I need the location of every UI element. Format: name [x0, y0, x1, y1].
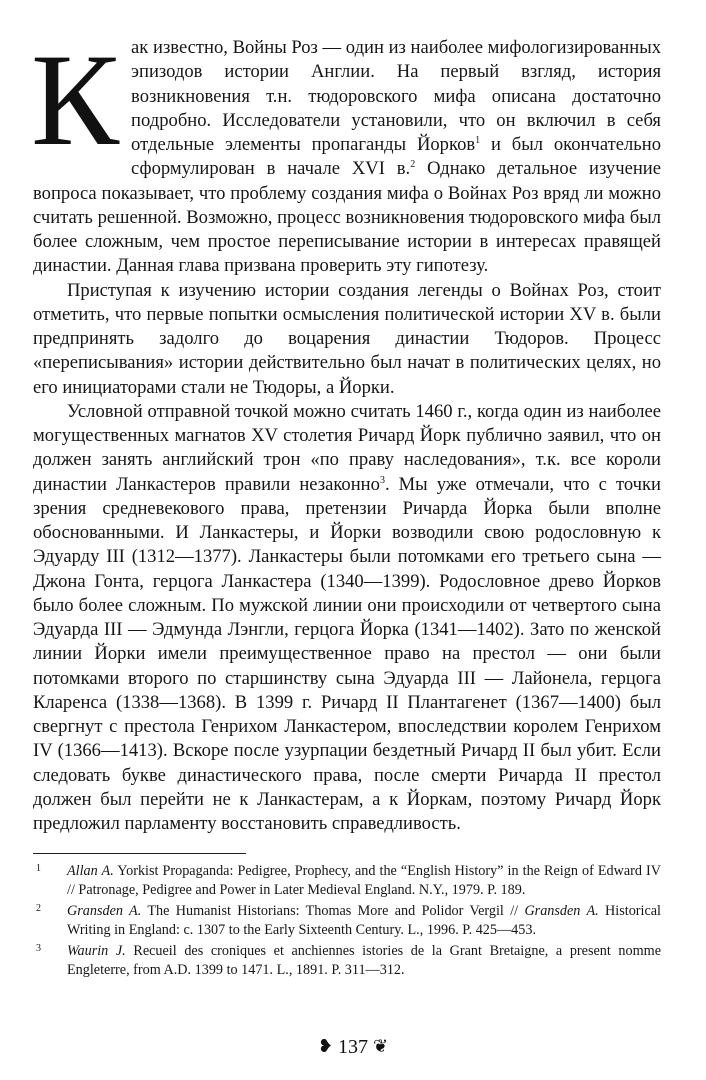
paragraph-1-text: ак известно, Войны Роз — один из наиболее мифологизированных эпизодов истории Англии. На первый взгляд, история возникновения т.н. тюдоровского мифа описана достаточно подробно. Исследователи установили, что он включил в себя отдельные элементы пропаганды Йорков: [131, 37, 661, 155]
footnote-number: 3: [36, 943, 41, 955]
left-ornament-icon: ❥: [317, 1036, 333, 1056]
paragraph-1: [31, 26, 661, 279]
footnote-text: Yorkist Propaganda: Pedigree, Prophecy, and the “English History” in the Reign of Edward IV // Patronage, Pedigree and Power in Later Medieval England. N.Y., 1979. P. 189.: [67, 863, 661, 898]
page-footer: [0, 1036, 706, 1059]
paragraph-3: [33, 400, 661, 837]
paragraph-1-text-end: Однако детальное изучение вопроса показывает, что проблему создания мифа о Войнах Роз вряд ли можно считать решенной. Возможно, процесс возникновения тюдоровского мифа был более сложным, чем простое переписывание истории в интересах правящей династии. Данная глава призвана проверить эту гипотезу.: [33, 158, 661, 277]
paragraph-3-text-end: . Мы уже отмечали, что с точки зрения средневекового права, претензии Ричарда Йорка были вполне обоснованными. И Ланкастеры, и Йорки возводили свою родословную к Эдуарду III (1312—1377). Ланкастеры были потомками его третьего сына — Джона Гонта, герцога Ланкастера (1340—1399). Родословное древо Йорков было более сложным. По мужской линии они происходили от четвертого сына Эдуарда III — Эдмунда Лэнгли, герцога Йорка (1341—1402). Зато по женской линии Йорки имели преимущественное право на престол — они были потомками второго по старшинству сына Эдуарда III — Лайонела, герцога Кларенса (1338—1368). В 1399 г. Ричард II Плантагенет (1367—1400) был свергнут с престола Генрихом Ланкастером, впоследствии королем Генрихом IV (1366—1413). Вскоре после узурпации бездетный Ричард II был убит. Если следовать букве династического права, после смерти Ричарда II престол должен был перейти не к Ланкастерам, а к Йоркам, поэтому Ричард Йорк предложил парламенту восстановить справедливость.: [33, 473, 661, 834]
main-text: [31, 26, 661, 836]
footnote-number: 1: [36, 863, 41, 874]
paragraph-2: Приступая к изучению истории создания легенды о Войнах Роз, стоит отметить, что первые попытки осмысления политической истории XV в. были предпринять задолго до воцарения династии Тюдоров. Процесс «переписывания» истории действительно был начат в политических целях, но его инициаторами стали не Тюдоры, а Йорки.: [33, 279, 661, 398]
paragraph-1-text-mid: и был окончательно сформулирован в начале XVI в.: [131, 134, 661, 180]
right-ornament-icon: ❦: [373, 1036, 389, 1056]
footnote-number: 2: [36, 903, 41, 915]
footnote-text: The Humanist Historians: Thomas More and Polidor Vergil //: [141, 903, 525, 920]
page-number: 137: [338, 1036, 368, 1058]
footnote-3: [33, 942, 661, 979]
footnote-text-2: Historical Writing in England: c. 1307 to the Early Sixteenth Century. L., 1996. P. 425—453.: [67, 903, 661, 938]
footnote-author: Gransden A.: [67, 903, 142, 920]
paragraph-3-text: Условной отправной точкой можно считать 1460 г., когда один из наиболее могущественных магнатов XV столетия Ричард Йорк публично заявил, что он должен занять английский трон «по праву наследования», т.к. все короли династии Ланкастеров правили незаконно: [33, 400, 661, 495]
footnote-text: Recueil des croniques et anchiennes istories de la Grant Bretaigne, a present nomme Engleterre, from A.D. 1399 to 1471. L., 1891. P. 311—312.: [67, 943, 661, 978]
footnote-author: Waurin J.: [67, 943, 126, 960]
footnote-author-2: Gransden A.: [524, 903, 599, 920]
footnote-ref-1[interactable]: 1: [475, 134, 481, 146]
footnotes: [33, 862, 661, 983]
footnote-author: Allan A.: [67, 863, 114, 879]
footnote-ref-2[interactable]: 2: [410, 159, 416, 171]
footnote-2: [33, 902, 661, 939]
footnote-ref-3[interactable]: 3: [379, 474, 385, 486]
drop-cap: К: [31, 26, 120, 173]
footnote-divider: [33, 853, 246, 854]
footnote-1: [33, 862, 661, 899]
